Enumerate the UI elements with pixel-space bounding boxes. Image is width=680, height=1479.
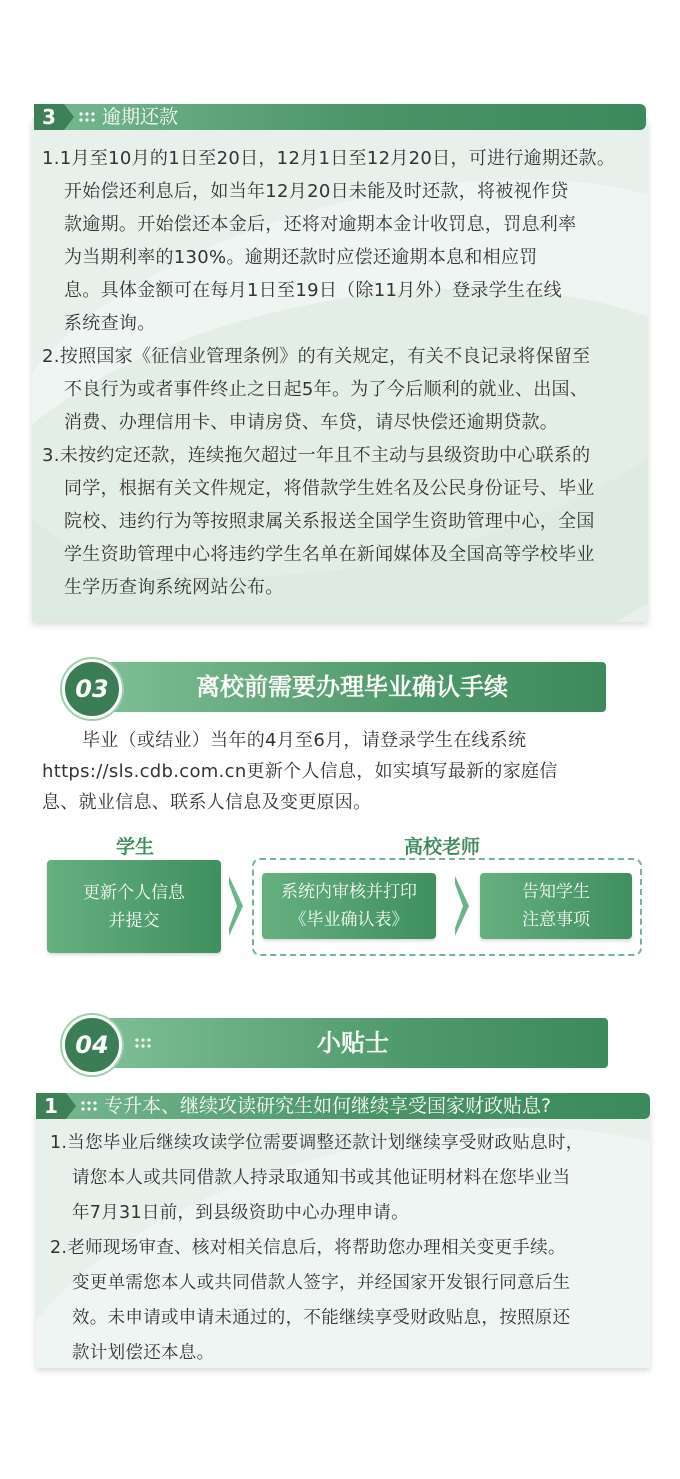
text-line: 年7月31日前，到县级资助中心办理申请。 (72, 1203, 409, 1223)
text-line: 3.未按约定还款，连续拖欠超过一年且不主动与县级资助中心联系的 (42, 445, 591, 466)
flow-step-text: 注意事项 (522, 910, 590, 930)
text-line: 息。具体金额可在每月1日至19日（除11月外）登录学生在线 (64, 280, 562, 301)
section-03-number: 03 (62, 659, 122, 719)
flow-step-text: 告知学生 (522, 882, 590, 902)
section-03-text (42, 725, 646, 818)
text-line: 开始偿还利息后，如当年12月20日未能及时还款，将被视作贷 (64, 181, 569, 202)
flow-student-label: 学生 (116, 836, 155, 858)
text-line: 毕业（或结业）当年的4月至6月，请登录学生在线系统 (82, 730, 527, 751)
text-line: 效。未申请或申请未通过的，不能继续享受财政贴息，按照原还 (72, 1308, 571, 1328)
text-line: 变更单需您本人或共同借款人签字，并经国家开发银行同意后生 (72, 1273, 571, 1293)
flow-teacher-label: 高校老师 (404, 836, 481, 858)
flow-step-notify-student (480, 873, 632, 939)
dots-icon (80, 1100, 98, 1112)
text-line: 2.按照国家《征信业管理条例》的有关规定，有关不良记录将保留至 (42, 346, 591, 367)
text-line: 1.当您毕业后继续攻读学位需要调整还款计划继续享受财政贴息时， (50, 1133, 584, 1153)
arrow-right-icon (229, 876, 243, 936)
overdue-text (42, 142, 642, 604)
text-line: 为当期利率的130%。逾期还款时应偿还逾期本息和相应罚 (64, 247, 538, 268)
text-line: 款计划偿还本息。 (72, 1343, 215, 1363)
text-line: 学生资助管理中心将违约学生名单在新闻媒体及全国高等学校毕业 (64, 544, 595, 565)
text-line: 不良行为或者事件终止之日起5年。为了今后顺利的就业、出国、 (64, 379, 589, 400)
tip1-text (50, 1126, 648, 1371)
text-line: 1.1月至10月的1日至20日，12月1日至12月20日，可进行逾期还款。 (42, 148, 616, 169)
section-04-banner (75, 1018, 608, 1068)
text-line: 款逾期。开始偿还本金后，还将对逾期本金计收罚息，罚息利率 (64, 214, 577, 235)
text-line: 生学历查询系统网站公布。 (64, 577, 284, 598)
text-line: 2.老师现场审查、核对相关信息后，将帮助您办理相关变更手续。 (50, 1238, 566, 1258)
text-line: 同学，根据有关文件规定，将借款学生姓名及公民身份证号、毕业 (64, 478, 595, 499)
flow-step-text: 并提交 (108, 910, 160, 931)
tip1-heading-bar (36, 1093, 650, 1119)
flow-step-review-print (262, 873, 436, 939)
text-line: https://sls.cdb.com.cn更新个人信息，如实填写最新的家庭信 (42, 761, 558, 782)
flow-step-update-info (47, 860, 221, 953)
overdue-number: 3 (34, 104, 64, 130)
arrow-right-icon (455, 876, 469, 936)
text-line: 系统查询。 (64, 313, 156, 334)
section-04-title: 小贴士 (317, 1029, 389, 1057)
flow-step-text: 系统内审核并打印 (281, 882, 417, 902)
dots-icon (78, 111, 96, 123)
tip1-number: 1 (36, 1093, 66, 1119)
text-line: 请您本人或共同借款人持录取通知书或其他证明材料在您毕业当 (72, 1168, 571, 1188)
section-03-title: 离校前需要办理毕业确认手续 (196, 673, 508, 701)
text-line: 消费、办理信用卡、申请房贷、车贷，请尽快偿还逾期贷款。 (64, 412, 559, 433)
text-line: 息、就业信息、联系人信息及变更原因。 (42, 792, 372, 813)
section-03-banner (75, 662, 606, 712)
overdue-title: 逾期还款 (102, 106, 179, 128)
section-04-number: 04 (62, 1015, 122, 1075)
tip1-title: 专升本、继续攻读研究生如何继续享受国家财政贴息? (104, 1095, 552, 1117)
flow-step-text: 《毕业确认表》 (289, 910, 409, 930)
flow-step-text: 更新个人信息 (83, 882, 185, 903)
text-line: 院校、违约行为等按照隶属关系报送全国学生资助管理中心，全国 (64, 511, 595, 532)
overdue-heading-bar (34, 104, 646, 130)
